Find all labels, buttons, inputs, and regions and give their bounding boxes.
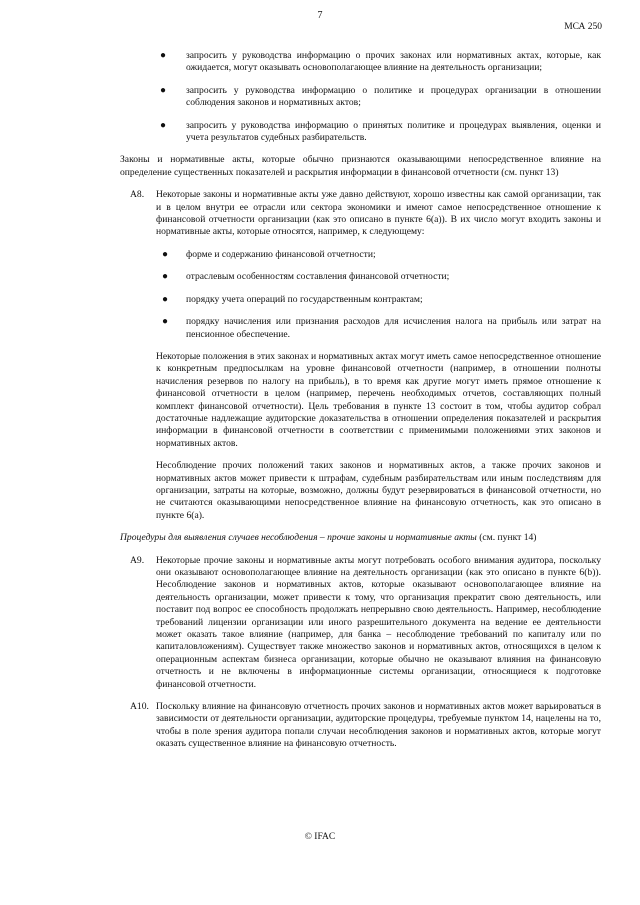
bullet-icon: ● [162,271,169,283]
bullet-icon: ● [162,248,169,260]
bullet-icon: ● [160,50,167,61]
intro-paragraph: Законы и нормативные акты, которые обычно признаются оказывающими непосредственное влияние на определение существенных показателей и раскрытия информации в финансовой отчетности (см. пункт 13) [120,154,601,178]
list-item: ● форме и содержанию финансовой отчетности; [162,248,376,260]
list-item: ● запросить у руководства информацию о принятых политике и процедурах выявления, оценки и учета результатов судебных разбирательств. [160,119,601,144]
a9-text: Некоторые прочие законы и нормативные акты могут потребовать особого внимания аудитора, поскольку они оказывают основополагающее влияние на деятельность организации (как это описано в пункте 6(b)). Несоблюдение законов и нормативных актов, которые оказывают основополагающее влияние на деятельность организации, может привести к тому, что организация прекратит свою деятельность, или поставит под вопрос ее способность продолжать непрерывно свою деятельность. Например, несоблюдение требований лицензии организации или иного разрешительного документа на ведение ее деятельности может оказать такое влияние (например, для банка – несоблюдение требований по капиталу или по капиталовложениям). Существует также множество законов и нормативных актов, относящихся в целом к операционным аспектам бизнеса организации, которые обычно не оказывают влияния на финансовую отчетность и не включены в информационные системы организации, относящиеся к подготовке финансовой отчетности. [156,554,601,690]
paragraph-number: A8. [130,189,145,201]
paragraph-number: A10. [130,701,149,713]
bullet-icon: ● [160,84,167,96]
bullet-icon: ● [160,119,167,131]
a8-bullet-list [156,249,601,341]
a8-lead: Некоторые законы и нормативные акты уже давно действуют, хорошо известны как самой организации, так и в целом внутри ее отрасли или сектора экономики и имеют самое непосредственное отношение к финансовой отчетности организации (как это описано в пункте 6(a)). В их число могут входить законы и нормативные акты, которые относятся, например, к следующему: [156,189,601,238]
a8-paragraph-2: Некоторые положения в этих законах и нормативных актах могут иметь самое непосредственное отношение к конкретным предпосылкам на уровне финансовой отчетности (например, в отношении полноты начисления резервов по налогу на прибыль), в то время как другие могут иметь прямое отношение к финансовой отчетности в целом (например, перечень необходимых отчетов, составляющих полный комплект финансовой отчетности). Цель требования в пункте 13 состоит в том, чтобы аудитор собрал достаточные надлежащие аудиторские доказательства в отношении определения показателей и раскрытия информации в финансовой отчетности в соответствии с применимыми положениями этих законов и нормативных актов. [156,350,601,449]
list-item: ● запросить у руководства информацию о политике и процедурах организации в отношении соблюдения законов и нормативных актов; [160,84,601,109]
document-code: МСА 250 [564,22,602,32]
list-item: ● запросить у руководства информацию о прочих законах или нормативных актах, которые, как ожидается, могут оказывать основополагающее влияние на деятельность организации; [160,50,601,74]
top-bullet-list [120,50,601,144]
list-item: ● порядку начисления или признания расходов для исчисления налога на прибыль или затрат на пенсионное обеспечение. [162,316,601,340]
footer-copyright: © IFAC [304,832,336,842]
bullet-icon: ● [162,316,169,328]
paragraph-a8 [120,189,601,522]
a8-paragraph-3: Несоблюдение прочих положений таких законов и нормативных актов, а также прочих законов и нормативных актов может привести к штрафам, судебным разбирательствам или иным последствиям для организации, затраты на которые, возможно, должны будут резервироваться в финансовой отчетности, но не считаются оказывающими непосредственное влияние на финансовую отчетность, как это описано в пункте 6(a). [156,460,601,521]
document-body [120,50,601,761]
page-number: 7 [317,10,323,21]
a10-text: Поскольку влияние на финансовую отчетность прочих законов и нормативных актов может варьироваться в зависимости от деятельности организации, аудиторские процедуры, требуемые пунктом 14, нацелены на то, чтобы в поле зрения аудитора попали случаи несоблюдения законов и нормативных актов, которые могут оказать существенное влияние на финансовую отчетность. [156,701,601,750]
section-heading: Процедуры для выявления случаев несоблюдения – прочие законы и нормативные акты (см. пункт 14) [120,532,537,544]
paragraph-number: A9. [130,554,145,566]
list-item: ● отраслевым особенностям составления финансовой отчетности; [162,271,450,283]
paragraph-a9 [120,555,601,691]
bullet-icon: ● [162,293,169,305]
paragraph-a10 [120,701,601,751]
list-item: ● порядку учета операций по государственным контрактам; [162,293,423,305]
